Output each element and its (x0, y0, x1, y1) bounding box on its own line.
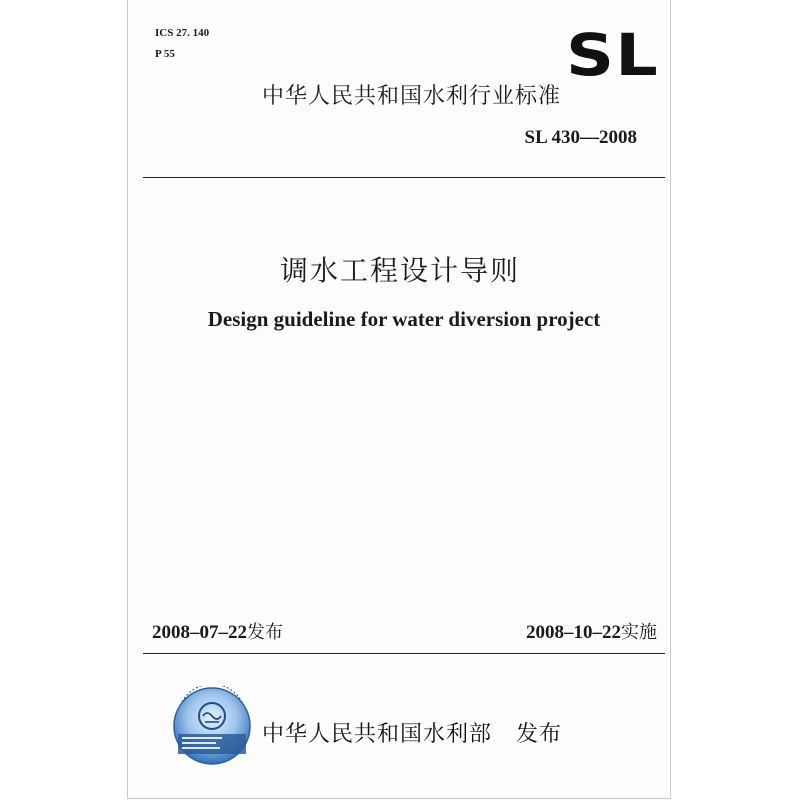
book-cover (127, 0, 671, 799)
effective-date-line (526, 622, 657, 644)
issue-date-line (152, 622, 283, 644)
top-divider (143, 177, 665, 178)
ics-code: ICS 27. 140 (155, 27, 210, 39)
anti-counterfeit-hologram-seal-icon (172, 686, 252, 766)
effective-label: 实施 (621, 622, 657, 643)
industry-standard-label: 中华人民共和国水利行业标准 (262, 84, 562, 109)
title-english: Design guideline for water diversion project (207, 307, 601, 331)
publisher: 中华人民共和国水利部 发布 (262, 722, 562, 747)
sl-logo: SL (566, 21, 659, 89)
issue-label: 发布 (247, 622, 283, 643)
p-code: P 55 (155, 48, 175, 60)
issue-date: 2008–07–22 (152, 622, 247, 643)
bottom-divider (143, 653, 665, 654)
effective-date: 2008–10–22 (526, 622, 621, 643)
title-chinese: 调水工程设计导则 (279, 254, 520, 287)
standard-number: SL 430—2008 (524, 127, 637, 148)
